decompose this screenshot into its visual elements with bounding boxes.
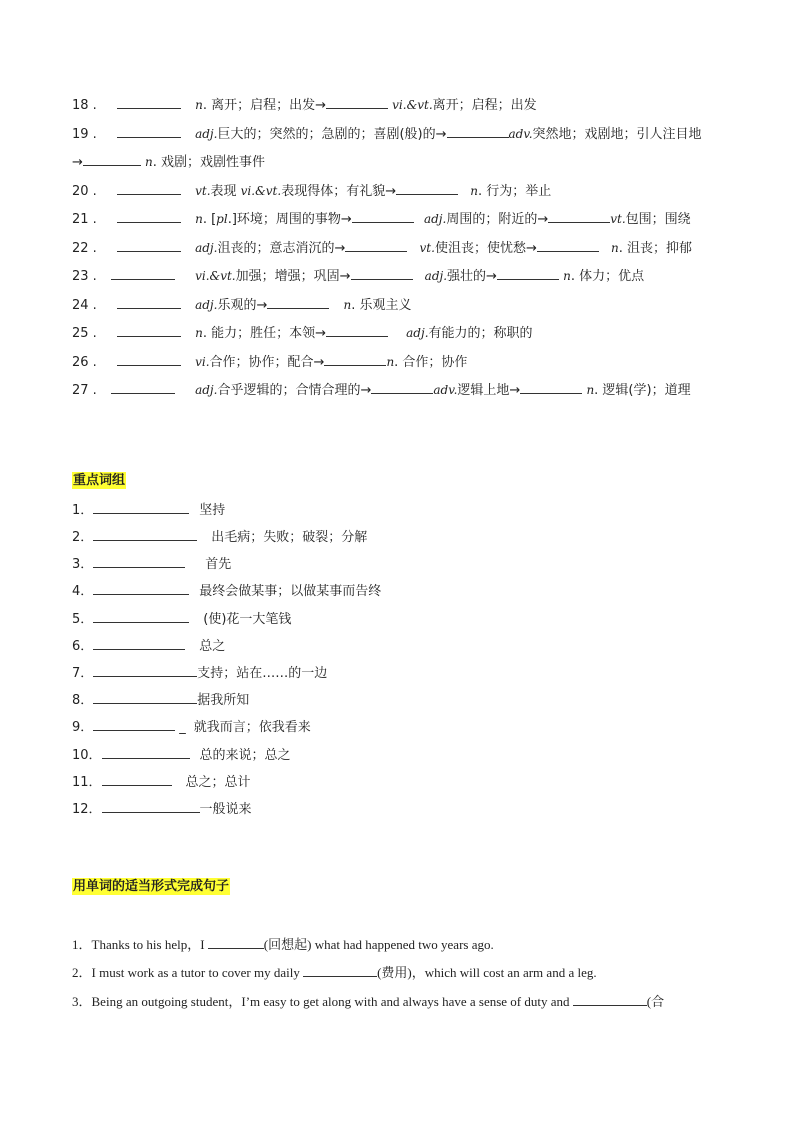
item-number: 3． xyxy=(72,557,94,572)
underscore-mark: _ xyxy=(179,720,186,735)
answer-blank[interactable] xyxy=(326,96,388,109)
item-number: 5． xyxy=(72,612,94,627)
definition: . [ xyxy=(202,212,217,227)
phrase-item xyxy=(72,528,367,546)
item-number: 8． xyxy=(72,693,94,708)
part-of-speech: adj. xyxy=(195,241,218,255)
vocab-item-25 xyxy=(72,324,533,342)
part-of-speech: n xyxy=(586,383,595,397)
part-of-speech: adj. xyxy=(423,212,447,226)
phrase-meaning: 就我而言；依我看来 xyxy=(193,720,311,735)
section-heading-phrases: 重点词组 xyxy=(73,473,126,488)
answer-blank[interactable] xyxy=(117,296,181,309)
vocab-item-23 xyxy=(72,267,644,285)
item-number: 3． xyxy=(72,994,92,1009)
part-of-speech: adj. xyxy=(195,298,218,312)
definition: 合作；协作；配合→ xyxy=(209,355,325,370)
definition: 离开；启程；出发 xyxy=(432,98,537,113)
item-number: 25 . xyxy=(72,326,97,341)
answer-blank[interactable] xyxy=(497,267,559,280)
answer-blank[interactable] xyxy=(93,528,197,541)
answer-blank[interactable] xyxy=(102,800,200,813)
item-number: 24 . xyxy=(72,298,97,313)
answer-blank[interactable] xyxy=(345,239,407,252)
answer-blank[interactable] xyxy=(117,96,181,109)
phrase-meaning: 首先 xyxy=(205,557,232,572)
definition: . 合作；协作 xyxy=(394,355,468,370)
definition: . 离开；启程；出发→ xyxy=(202,98,326,113)
phrase-item xyxy=(72,582,381,600)
part-of-speech: vi.&vt. xyxy=(195,269,236,283)
part-of-speech: adj. xyxy=(195,383,218,397)
part-of-speech: vt. xyxy=(610,212,626,226)
item-number: 18 . xyxy=(72,98,97,113)
answer-blank[interactable] xyxy=(93,691,197,704)
part-of-speech: vi. xyxy=(195,355,210,369)
vocab-item-19 xyxy=(72,125,702,143)
item-number: 23 . xyxy=(72,269,97,284)
answer-blank[interactable] xyxy=(93,610,189,623)
answer-blank[interactable] xyxy=(447,125,509,138)
definition: 强壮的→ xyxy=(447,269,497,284)
definition: .]环境；周围的事物→ xyxy=(227,212,352,227)
definition: . 能力；胜任；本领→ xyxy=(202,326,326,341)
part-of-speech: adv. xyxy=(433,383,458,397)
answer-blank[interactable] xyxy=(117,210,181,223)
part-of-speech: vt. xyxy=(419,241,435,255)
definition: 乐观的→ xyxy=(217,298,268,313)
definition: . 沮丧；抑郁 xyxy=(618,241,692,256)
item-number: 10． xyxy=(72,748,102,763)
phrase-item xyxy=(72,664,327,682)
item-number: 12． xyxy=(72,802,102,817)
item-number: 26 . xyxy=(72,355,97,370)
vocab-item-24 xyxy=(72,296,412,314)
phrase-meaning: 总之 xyxy=(199,639,226,654)
definition: 合乎逻辑的；合情合理的→ xyxy=(217,383,372,398)
phrase-meaning: 最终会做某事；以做某事而告终 xyxy=(199,584,382,599)
phrase-item xyxy=(72,501,225,519)
vocab-item-19-cont xyxy=(72,153,265,171)
sentence-text: (费用)，which will cost an arm and a leg. xyxy=(377,965,597,980)
item-number: 1． xyxy=(72,503,94,518)
definition: 有能力的；称职的 xyxy=(428,326,533,341)
item-number: 9． xyxy=(72,720,94,735)
answer-blank[interactable] xyxy=(396,182,458,195)
part-of-speech: n xyxy=(610,241,619,255)
answer-blank[interactable] xyxy=(111,267,175,280)
part-of-speech: n xyxy=(145,155,153,169)
phrase-meaning: 坚持 xyxy=(199,503,226,518)
definition: 表现 xyxy=(210,184,241,199)
answer-blank[interactable] xyxy=(117,353,181,366)
phrase-item xyxy=(72,718,311,736)
section-heading-sentences: 用单词的适当形式完成句子 xyxy=(73,879,230,894)
answer-blank[interactable] xyxy=(208,936,264,949)
answer-blank[interactable] xyxy=(93,637,185,650)
answer-blank[interactable] xyxy=(102,746,190,759)
part-of-speech: n xyxy=(470,184,478,198)
phrase-meaning: 一般说来 xyxy=(199,802,252,817)
answer-blank[interactable] xyxy=(303,964,377,977)
sentence-text: (回想起) what had happened two years ago. xyxy=(263,937,494,952)
part-of-speech: adj. xyxy=(195,127,218,141)
definition: 逻辑上地→ xyxy=(457,383,521,398)
item-number: 19 . xyxy=(72,127,97,142)
vocab-item-27 xyxy=(72,381,691,399)
answer-blank[interactable] xyxy=(324,353,386,366)
sentence-item xyxy=(72,993,664,1010)
answer-blank[interactable] xyxy=(93,718,175,731)
part-of-speech: n xyxy=(563,269,571,283)
definition: . 逻辑(学)；道理 xyxy=(594,383,691,398)
item-number: 6． xyxy=(72,639,94,654)
phrase-item xyxy=(72,800,252,818)
answer-blank[interactable] xyxy=(351,267,413,280)
phrase-meaning: 出毛病；失败；破裂；分解 xyxy=(211,530,368,545)
answer-blank[interactable] xyxy=(117,239,181,252)
part-of-speech: n xyxy=(343,298,352,312)
answer-blank[interactable] xyxy=(537,239,599,252)
phrase-meaning: (使)花一大笔钱 xyxy=(203,612,292,627)
vocab-item-22 xyxy=(72,239,692,257)
item-number: 20 . xyxy=(72,184,97,199)
vocab-item-20 xyxy=(72,182,551,200)
definition: . 戏剧；戏剧性事件 xyxy=(152,155,266,170)
part-of-speech: n xyxy=(195,326,203,340)
phrase-meaning: 总之；总计 xyxy=(185,775,251,790)
answer-blank[interactable] xyxy=(83,153,141,166)
definition: . 体力；优点 xyxy=(570,269,645,284)
sentence-item xyxy=(72,964,597,981)
answer-blank[interactable] xyxy=(548,210,610,223)
item-number: 7． xyxy=(72,666,94,681)
definition: . 行为；举止 xyxy=(477,184,552,199)
sentence-item xyxy=(72,936,494,953)
item-number: 21 . xyxy=(72,212,97,227)
answer-blank[interactable] xyxy=(352,210,414,223)
answer-blank[interactable] xyxy=(326,324,388,337)
vocab-item-21 xyxy=(72,210,691,228)
answer-blank[interactable] xyxy=(93,501,189,514)
answer-blank[interactable] xyxy=(93,664,197,677)
definition: 表现得体；有礼貌→ xyxy=(281,184,397,199)
part-of-speech: n xyxy=(195,212,203,226)
part-of-speech: adj. xyxy=(424,269,448,283)
phrase-item xyxy=(72,691,249,709)
part-of-speech: adj. xyxy=(406,326,429,340)
part-of-speech: vi.&vt. xyxy=(240,184,282,198)
phrase-meaning: 总的来说；总之 xyxy=(199,748,291,763)
vocab-item-26 xyxy=(72,353,467,371)
definition: 突然地；戏剧地；引人注目地 xyxy=(532,127,702,142)
phrase-item xyxy=(72,773,251,791)
arrow: → xyxy=(72,155,83,170)
item-number: 4． xyxy=(72,584,94,599)
definition: 使沮丧；使忧愁→ xyxy=(434,241,537,256)
part-of-speech: n xyxy=(195,98,203,112)
definition: . 乐观主义 xyxy=(351,298,412,313)
phrase-item xyxy=(72,746,291,764)
part-of-speech: vt. xyxy=(195,184,211,198)
definition: 包围；围绕 xyxy=(625,212,691,227)
vocab-item-18 xyxy=(72,96,537,114)
answer-blank[interactable] xyxy=(102,773,172,786)
item-number: 1． xyxy=(72,937,92,952)
answer-blank[interactable] xyxy=(93,582,189,595)
item-number: 22 . xyxy=(72,241,97,256)
phrase-item xyxy=(72,610,291,628)
part-of-speech: pl xyxy=(216,212,228,226)
answer-blank[interactable] xyxy=(117,182,181,195)
item-number: 27 . xyxy=(72,383,97,398)
phrase-meaning: 据我所知 xyxy=(197,693,250,708)
phrase-meaning: 支持；站在……的一边 xyxy=(197,666,328,681)
phrase-item xyxy=(72,555,231,573)
sentence-text: (合 xyxy=(646,994,665,1009)
answer-blank[interactable] xyxy=(93,555,185,568)
part-of-speech: n xyxy=(386,355,395,369)
item-number: 11． xyxy=(72,775,102,790)
phrase-item xyxy=(72,637,225,655)
sentence-text: Thanks to his help，I xyxy=(91,937,208,952)
sentence-text: I must work as a tutor to cover my daily xyxy=(91,965,304,980)
definition: 巨大的；突然的；急剧的；喜剧(般)的→ xyxy=(217,127,447,142)
answer-blank[interactable] xyxy=(111,381,175,394)
definition: 加强；增强；巩固→ xyxy=(235,269,351,284)
answer-blank[interactable] xyxy=(117,324,181,337)
answer-blank[interactable] xyxy=(371,381,433,394)
part-of-speech: vi.&vt. xyxy=(392,98,433,112)
definition: 周围的；附近的→ xyxy=(446,212,549,227)
definition: 沮丧的；意志消沉的→ xyxy=(217,241,346,256)
part-of-speech: adv. xyxy=(508,127,533,141)
answer-blank[interactable] xyxy=(117,125,181,138)
answer-blank[interactable] xyxy=(267,296,329,309)
answer-blank[interactable] xyxy=(573,993,647,1006)
sentence-text: Being an outgoing student，I’m easy to get along with and always have a sense of duty and xyxy=(91,994,573,1009)
answer-blank[interactable] xyxy=(520,381,582,394)
item-number: 2． xyxy=(72,965,92,980)
item-number: 2． xyxy=(72,530,94,545)
